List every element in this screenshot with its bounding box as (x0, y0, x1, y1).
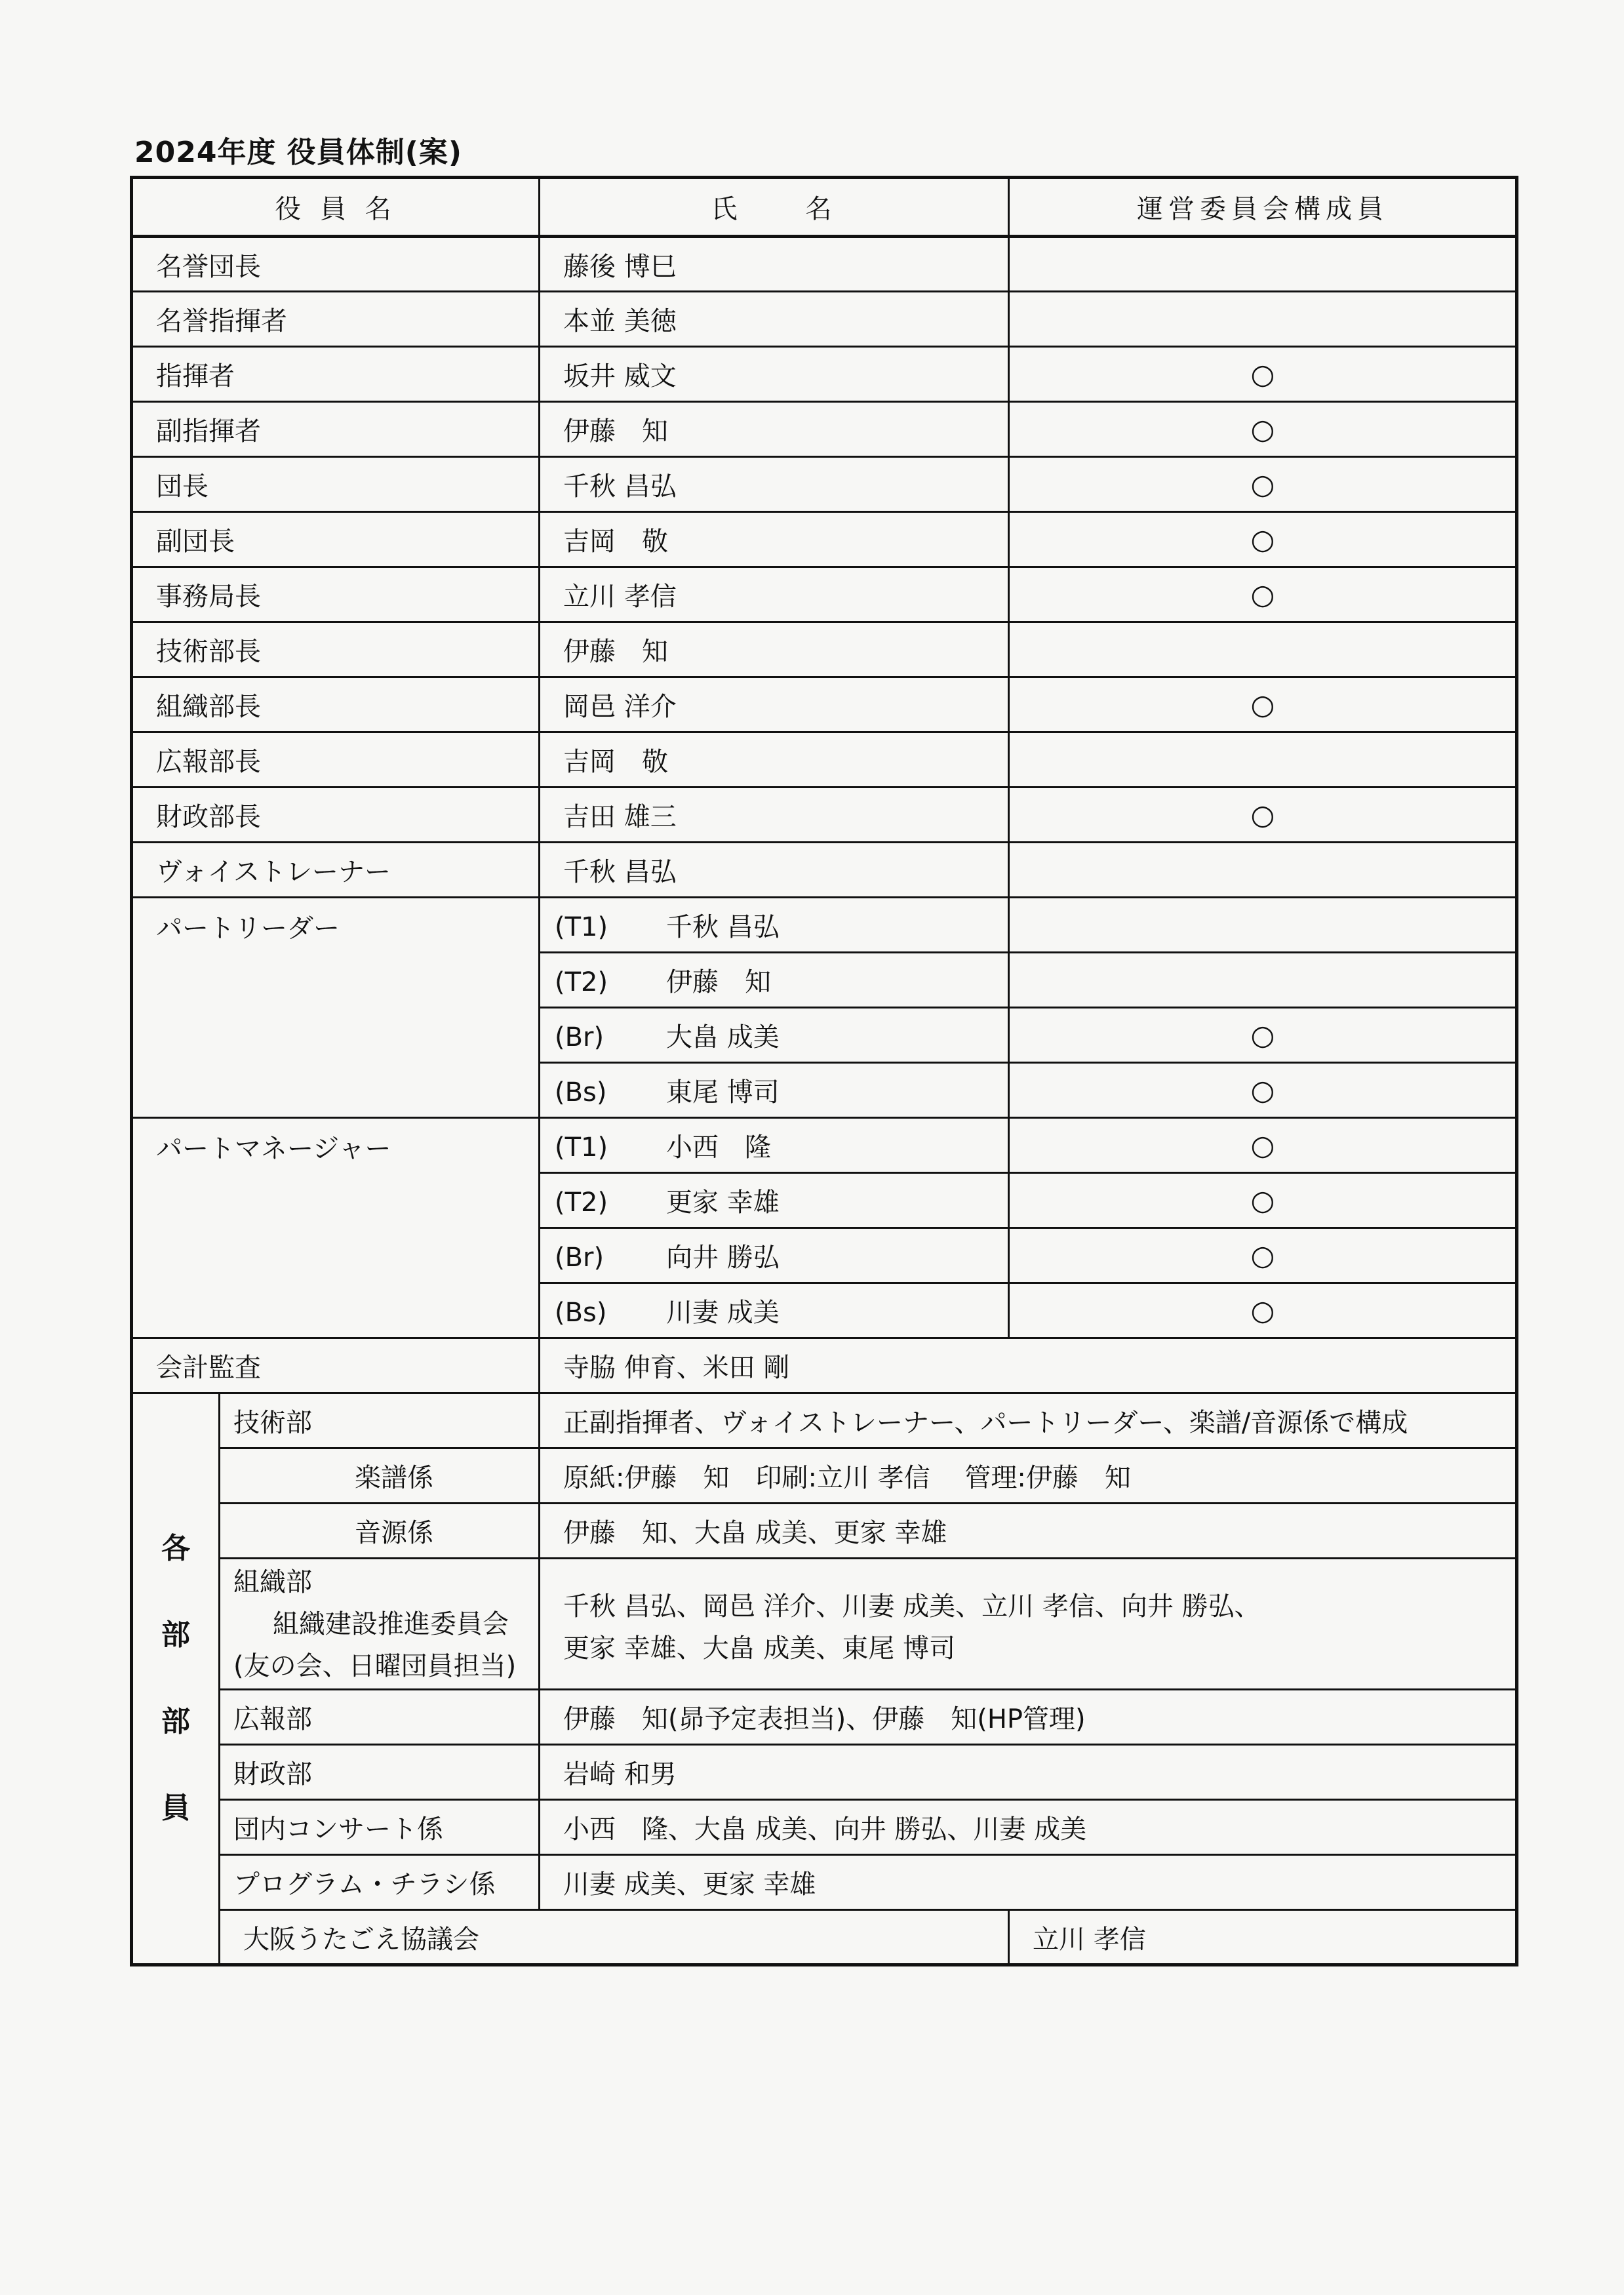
committee-mark (1009, 402, 1517, 457)
name-cell: 吉田 雄三 (540, 788, 1009, 843)
committee-mark (1009, 1228, 1517, 1283)
name-cell (540, 1008, 1009, 1063)
name-cell (540, 898, 1009, 953)
table-row (132, 567, 1517, 622)
role-cell-part-manager: パートマネージャー (132, 1118, 540, 1338)
table-row (132, 843, 1517, 898)
table-row (132, 1448, 1517, 1504)
table-row (132, 677, 1517, 732)
committee-member-mark: ○ (1250, 468, 1275, 500)
committee-member-mark: ○ (1250, 799, 1275, 831)
role-cell: 副指揮者 (132, 402, 540, 457)
name-cell: 吉岡 敬 (540, 732, 1009, 788)
name-cell: 立川 孝信 (1009, 1910, 1517, 1965)
committee-mark (1009, 347, 1517, 402)
departments-label-char: 各 (161, 1532, 190, 1565)
committee-mark (1009, 1283, 1517, 1338)
table-row (132, 402, 1517, 457)
header-name: 氏 名 (540, 178, 1009, 237)
name-cell: 本並 美徳 (540, 292, 1009, 347)
dept-role-program: プログラム・チラシ係 (220, 1855, 540, 1910)
dept-text-program: 川妻 成美、更家 幸雄 (540, 1855, 1517, 1910)
part-name: 千秋 昌弘 (666, 912, 780, 942)
table-row (132, 1338, 1517, 1393)
name-cell (540, 1063, 1009, 1118)
committee-mark (1009, 1063, 1517, 1118)
header-committee: 運営委員会構成員 (1009, 178, 1517, 237)
role-cell: 事務局長 (132, 567, 540, 622)
table-row (132, 292, 1517, 347)
committee-mark (1009, 732, 1517, 788)
committee-mark (1009, 292, 1517, 347)
role-cell: 団長 (132, 457, 540, 512)
table-row (132, 1118, 1517, 1173)
part-code: (Br) (555, 1022, 604, 1052)
table-row (132, 347, 1517, 402)
departments-label-char: 員 (161, 1791, 190, 1825)
dept-role-concert: 団内コンサート係 (220, 1800, 540, 1855)
name-cell: 千秋 昌弘 (540, 843, 1009, 898)
name-cell (540, 1118, 1009, 1173)
committee-mark (1009, 512, 1517, 567)
part-code: (Bs) (555, 1298, 607, 1328)
table-header-row (132, 178, 1517, 237)
role-cell: 会計監査 (132, 1338, 540, 1393)
committee-mark (1009, 622, 1517, 677)
table-row (132, 622, 1517, 677)
name-cell: 伊藤 知 (540, 622, 1009, 677)
dept-role-soshiki-3: (友の会、日曜団員担当) (233, 1650, 517, 1681)
committee-member-mark: ○ (1250, 523, 1275, 555)
name-cell (540, 1173, 1009, 1228)
role-cell: ヴォイストレーナー (132, 843, 540, 898)
officer-table (130, 176, 1518, 1966)
part-name: 更家 幸雄 (666, 1187, 780, 1218)
dept-text-gakufu: 原紙:伊藤 知 印刷:立川 孝信 管理:伊藤 知 (540, 1448, 1517, 1504)
committee-mark (1009, 1173, 1517, 1228)
name-cell: 坂井 威文 (540, 347, 1009, 402)
committee-member-mark: ○ (1250, 1294, 1275, 1327)
role-cell: 大阪うたごえ協議会 (220, 1910, 1009, 1965)
table-row (132, 1800, 1517, 1855)
committee-member-mark: ○ (1250, 1184, 1275, 1216)
dept-role-soshiki-1: 組織部 (233, 1567, 312, 1597)
role-cell: 名誉団長 (132, 237, 540, 292)
table-row (132, 1745, 1517, 1800)
dept-role-ongen: 音源係 (220, 1504, 540, 1559)
name-cell: 伊藤 知 (540, 402, 1009, 457)
role-cell: 名誉指揮者 (132, 292, 540, 347)
role-cell: 組織部長 (132, 677, 540, 732)
name-cell (540, 1283, 1009, 1338)
header-role: 役 員 名 (132, 178, 540, 237)
part-name: 向井 勝弘 (666, 1243, 780, 1273)
committee-mark (1009, 953, 1517, 1008)
table-row (132, 1504, 1517, 1559)
dept-text-soshiki (540, 1559, 1517, 1690)
departments-label (132, 1393, 220, 1965)
dept-text-gijutsu: 正副指揮者、ヴォイストレーナー、パートリーダー、楽譜/音源係で構成 (540, 1393, 1517, 1448)
part-code: (T2) (555, 1187, 608, 1218)
part-name: 川妻 成美 (666, 1298, 780, 1328)
dept-role-kouhou: 広報部 (220, 1690, 540, 1745)
part-code: (Bs) (555, 1077, 607, 1108)
committee-mark (1009, 788, 1517, 843)
committee-member-mark: ○ (1250, 1239, 1275, 1271)
committee-member-mark: ○ (1250, 688, 1275, 721)
role-cell: 財政部長 (132, 788, 540, 843)
dept-role-gakufu: 楽譜係 (220, 1448, 540, 1504)
name-cell: 寺脇 伸育、米田 剛 (540, 1338, 1517, 1393)
role-cell: 広報部長 (132, 732, 540, 788)
name-cell: 吉岡 敬 (540, 512, 1009, 567)
table-row (132, 237, 1517, 292)
name-cell: 立川 孝信 (540, 567, 1009, 622)
committee-mark (1009, 1008, 1517, 1063)
part-name: 大畠 成美 (666, 1022, 780, 1052)
dept-text-kouhou: 伊藤 知(昴予定表担当)、伊藤 知(HP管理) (540, 1690, 1517, 1745)
departments-label-char: 部 (161, 1705, 190, 1738)
committee-member-mark: ○ (1250, 578, 1275, 610)
part-name: 小西 隆 (666, 1132, 771, 1163)
committee-member-mark: ○ (1250, 413, 1275, 445)
role-cell: 副団長 (132, 512, 540, 567)
dept-role-gijutsu: 技術部 (220, 1393, 540, 1448)
table-row (132, 1910, 1517, 1965)
part-code: (Br) (555, 1243, 604, 1273)
dept-text-zaisei: 岩崎 和男 (540, 1745, 1517, 1800)
committee-mark (1009, 237, 1517, 292)
committee-mark (1009, 1118, 1517, 1173)
committee-member-mark: ○ (1250, 358, 1275, 390)
dept-text-soshiki-2: 更家 幸雄、大畠 成美、東尾 博司 (563, 1633, 956, 1664)
role-cell: 技術部長 (132, 622, 540, 677)
table-row (132, 788, 1517, 843)
committee-member-mark: ○ (1250, 1129, 1275, 1161)
table-row (132, 1559, 1517, 1690)
committee-mark (1009, 898, 1517, 953)
name-cell: 藤後 博巳 (540, 237, 1009, 292)
part-code: (T2) (555, 967, 608, 997)
committee-mark (1009, 843, 1517, 898)
committee-member-mark: ○ (1250, 1019, 1275, 1051)
part-name: 東尾 博司 (666, 1077, 780, 1108)
table-row (132, 1690, 1517, 1745)
dept-text-concert: 小西 隆、大畠 成美、向井 勝弘、川妻 成美 (540, 1800, 1517, 1855)
part-code: (T1) (555, 912, 608, 942)
dept-text-ongen: 伊藤 知、大畠 成美、更家 幸雄 (540, 1504, 1517, 1559)
table-row (132, 1393, 1517, 1448)
committee-mark (1009, 567, 1517, 622)
part-name: 伊藤 知 (666, 967, 771, 997)
table-row (132, 1855, 1517, 1910)
part-code: (T1) (555, 1132, 608, 1163)
name-cell: 岡邑 洋介 (540, 677, 1009, 732)
role-cell: 指揮者 (132, 347, 540, 402)
name-cell (540, 1228, 1009, 1283)
dept-text-soshiki-1: 千秋 昌弘、岡邑 洋介、川妻 成美、立川 孝信、向井 勝弘、 (563, 1591, 1261, 1622)
committee-member-mark: ○ (1250, 1074, 1275, 1106)
role-cell-part-leader: パートリーダー (132, 898, 540, 1118)
name-cell (540, 953, 1009, 1008)
table-row (132, 732, 1517, 788)
dept-role-zaisei: 財政部 (220, 1745, 540, 1800)
committee-mark (1009, 457, 1517, 512)
dept-role-soshiki-2: 組織建設推進委員会 (273, 1608, 509, 1639)
table-row (132, 512, 1517, 567)
table-row (132, 898, 1517, 953)
dept-role-soshiki (220, 1559, 540, 1690)
page-title: 2024年度 役員体制(案) (134, 136, 462, 169)
departments-label-char: 部 (161, 1618, 190, 1652)
committee-mark (1009, 677, 1517, 732)
table-row (132, 457, 1517, 512)
name-cell: 千秋 昌弘 (540, 457, 1009, 512)
